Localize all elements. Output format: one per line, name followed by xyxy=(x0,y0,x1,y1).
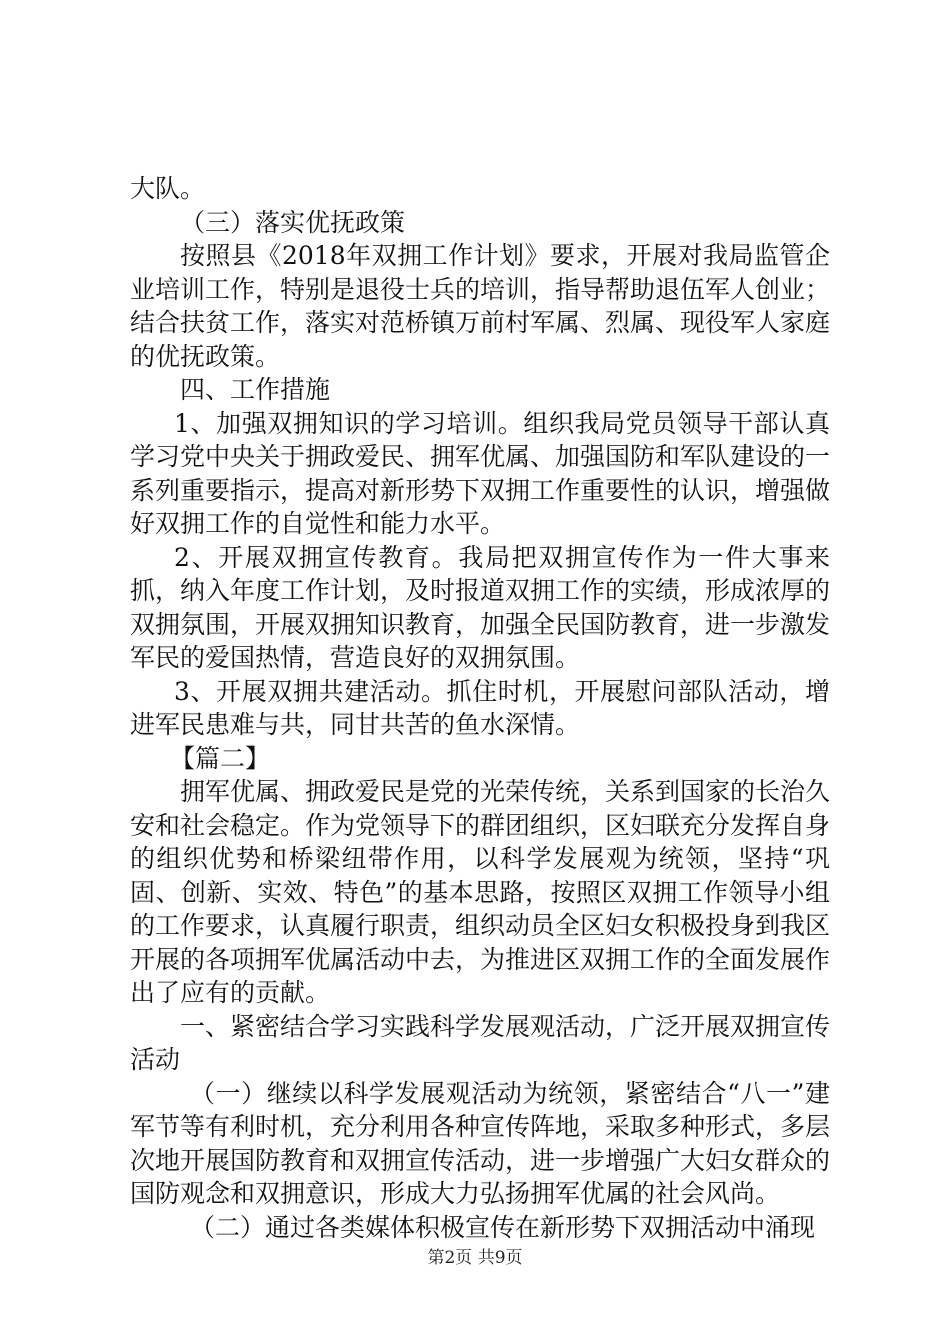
paragraph-measure-2: 2、开展双拥宣传教育。我局把双拥宣传作为一件大事来抓，纳入年度工作计划，及时报道双拥工作的实绩，形成浓厚的双拥氛围，开展双拥知识教育，加强全民国防教育，进一步激发军民的爱国热情，营造良好的双拥氛围。 xyxy=(130,542,831,672)
paragraph-propaganda-1: （一）继续以科学发展观活动为统领，紧密结合“八一”建军节等有利时机，充分利用各种宣传阵地，采取多种形式，多层次地开展国防教育和双拥宣传活动，进一步增强广大妇女群众的国防观念和双拥意识，形成大力弘扬拥军优属的社会风尚。 xyxy=(130,1078,831,1208)
section-heading-youfu: （三）落实优抚政策 xyxy=(180,207,406,237)
article-heading-part2: 【篇二】 xyxy=(170,743,271,773)
paragraph-propaganda-2: （二）通过各类媒体积极宣传在新形势下双拥活动中涌现 xyxy=(190,1212,816,1242)
paragraph-continuation: 大队。 xyxy=(130,174,206,203)
section-heading-measures: 四、工作措施 xyxy=(180,375,331,404)
paragraph-youfu-policy: 按照县《2018年双拥工作计划》要求，开展对我局监管企业培训工作，特别是退役士兵的培训，指导帮助退伍军人创业；结合扶贫工作，落实对范桥镇万前村军属、烈属、现役军人家庭的优抚政策。 xyxy=(130,241,831,371)
paragraph-intro-part2: 拥军优属、拥政爱民是党的光荣传统，关系到国家的长治久安和社会稳定。作为党领导下的群团组织，区妇联充分发挥自身的组织优势和桥梁纽带作用，以科学发展观为统领，坚持“巩固、创新、实效、特色”的基本思路，按照区双拥工作领导小组的工作要求，认真履行职责，组织动员全区妇女积极投身到我区开展的各项拥军优属活动中去，为推进区双拥工作的全面发展作出了应有的贡献。 xyxy=(130,777,831,1007)
section-heading-propaganda: 一、紧密结合学习实践科学发展观活动，广泛开展双拥宣传活动 xyxy=(130,1011,831,1074)
page-number-footer: 第2页 共9页 xyxy=(427,1248,523,1268)
document-body xyxy=(130,172,830,1244)
paragraph-measure-1: 1、加强双拥知识的学习培训。组织我局党员领导干部认真学习党中央关于拥政爱民、拥军优属、加强国防和军队建设的一系列重要指示，提高对新形势下双拥工作重要性的认识，增强做好双拥工作的自觉性和能力水平。 xyxy=(130,408,831,538)
paragraph-measure-3: 3、开展双拥共建活动。抓住时机，开展慰问部队活动，增进军民患难与共，同甘共苦的鱼水深情。 xyxy=(130,676,830,739)
